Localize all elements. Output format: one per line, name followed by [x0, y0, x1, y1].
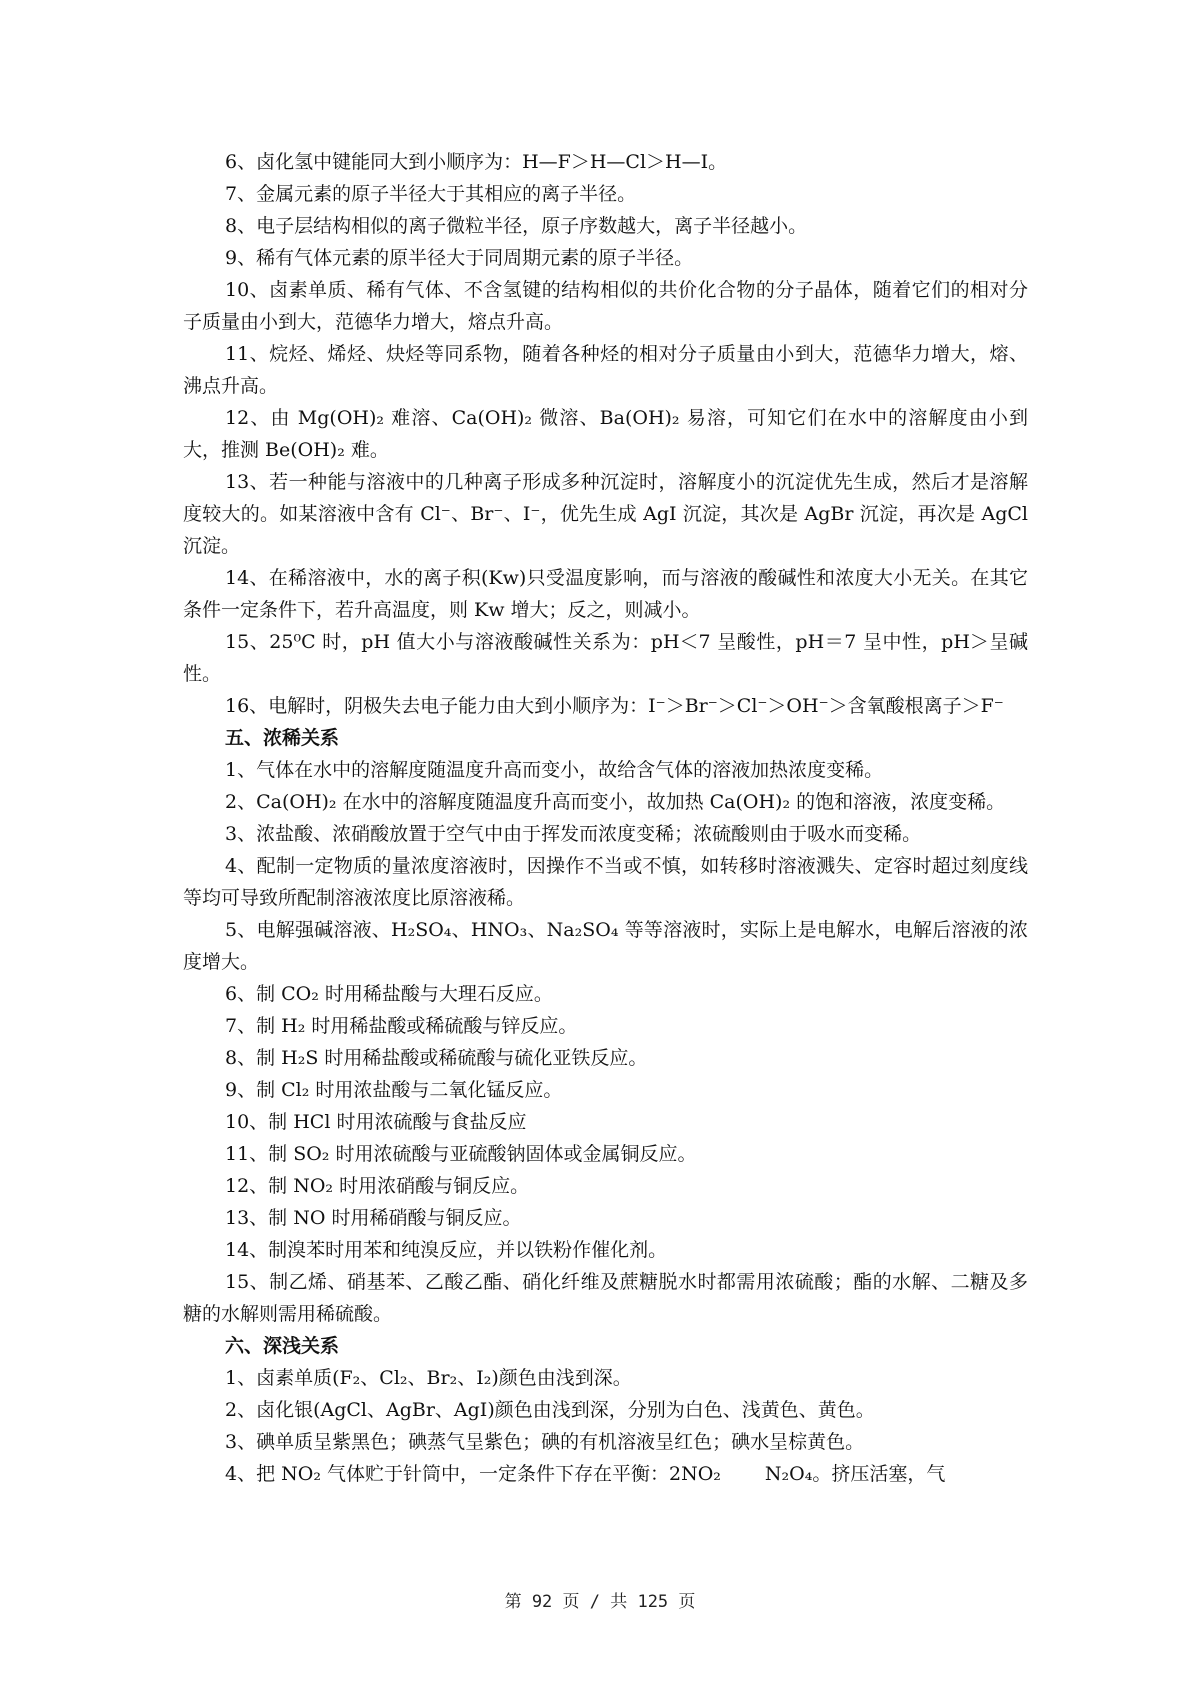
paragraph: 8、电子层结构相似的离子微粒半径，原子序数越大，离子半径越小。: [225, 215, 808, 237]
section-b: [183, 754, 1028, 1330]
paragraph: 13、若一种能与溶液中的几种离子形成多种沉淀时，溶解度小的沉淀优先生成，然后才是溶解度较大的。如某溶液中含有 Cl⁻、Br⁻、I⁻，优先生成 AgI 沉淀，其次是 AgBr 沉淀，再次是 AgCl 沉淀。: [183, 471, 1028, 557]
paragraph: 10、卤素单质、稀有气体、不含氢键的结构相似的共价化合物的分子晶体，随着它们的相对分子质量由小到大，范德华力增大，熔点升高。: [183, 279, 1028, 333]
paragraph: 4、把 NO₂ 气体贮于针筒中，一定条件下存在平衡：2NO₂ N₂O₄。挤压活塞，气: [225, 1463, 946, 1485]
paragraph: 4、配制一定物质的量浓度溶液时，因操作不当或不慎，如转移时溶液溅失、定容时超过刻度线等均可导致所配制溶液浓度比原溶液稀。: [183, 855, 1028, 909]
paragraph: 3、浓盐酸、浓硝酸放置于空气中由于挥发而浓度变稀；浓硫酸则由于吸水而变稀。: [225, 823, 922, 845]
paragraph: 14、制溴苯时用苯和纯溴反应，并以铁粉作催化剂。: [225, 1239, 668, 1261]
paragraph: 16、电解时，阴极失去电子能力由大到小顺序为：I⁻＞Br⁻＞Cl⁻＞OH⁻＞含氧酸根离子＞F⁻: [225, 695, 1004, 717]
section-a: [183, 146, 1028, 722]
paragraph: 15、制乙烯、硝基苯、乙酸乙酯、硝化纤维及蔗糖脱水时都需用浓硫酸；酯的水解、二糖及多糖的水解则需用稀硫酸。: [183, 1271, 1028, 1325]
paragraph: 9、稀有气体元素的原半径大于同周期元素的原子半径。: [225, 247, 694, 269]
paragraph: 6、制 CO₂ 时用稀盐酸与大理石反应。: [225, 983, 553, 1005]
paragraph: 14、在稀溶液中，水的离子积(Kw)只受温度影响，而与溶液的酸碱性和浓度大小无关。在其它条件一定条件下，若升高温度，则 Kw 增大；反之，则减小。: [183, 567, 1028, 621]
section-heading-concentration: 五、浓稀关系: [225, 727, 340, 749]
paragraph: 9、制 Cl₂ 时用浓盐酸与二氧化锰反应。: [225, 1079, 563, 1101]
paragraph: 5、电解强碱溶液、H₂SO₄、HNO₃、Na₂SO₄ 等等溶液时，实际上是电解水，电解后溶液的浓度增大。: [183, 919, 1028, 973]
page-footer: 第 92 页 / 共 125 页: [504, 1592, 696, 1612]
paragraph: 1、气体在水中的溶解度随温度升高而变小，故给含气体的溶液加热浓度变稀。: [225, 759, 884, 781]
paragraph: 11、制 SO₂ 时用浓硫酸与亚硫酸钠固体或金属铜反应。: [225, 1143, 697, 1165]
paragraph: 12、制 NO₂ 时用浓硝酸与铜反应。: [225, 1175, 530, 1197]
paragraph: 7、制 H₂ 时用稀盐酸或稀硫酸与锌反应。: [225, 1015, 578, 1037]
paragraph: 2、Ca(OH)₂ 在水中的溶解度随温度升高而变小，故加热 Ca(OH)₂ 的饱和溶液，浓度变稀。: [225, 791, 1006, 813]
paragraph: 1、卤素单质(F₂、Cl₂、Br₂、I₂)颜色由浅到深。: [225, 1367, 632, 1389]
paragraph: 13、制 NO 时用稀硝酸与铜反应。: [225, 1207, 522, 1229]
paragraph: 7、金属元素的原子半径大于其相应的离子半径。: [225, 183, 637, 205]
document-body: [183, 146, 1028, 1490]
section-heading-color-depth: 六、深浅关系: [225, 1335, 340, 1357]
paragraph: 2、卤化银(AgCl、AgBr、AgI)颜色由浅到深，分别为白色、浅黄色、黄色。: [225, 1399, 875, 1421]
paragraph: 15、25⁰C 时，pH 值大小与溶液酸碱性关系为：pH＜7 呈酸性，pH＝7 呈中性，pH＞呈碱性。: [183, 631, 1028, 685]
paragraph: 6、卤化氢中键能同大到小顺序为：H—F＞H—Cl＞H—I。: [225, 151, 728, 173]
paragraph: 8、制 H₂S 时用稀盐酸或稀硫酸与硫化亚铁反应。: [225, 1047, 648, 1069]
paragraph: 10、制 HCl 时用浓硫酸与食盐反应: [225, 1111, 527, 1133]
paragraph: 11、烷烃、烯烃、炔烃等同系物，随着各种烃的相对分子质量由小到大，范德华力增大，熔、沸点升高。: [183, 343, 1028, 397]
paragraph: 3、碘单质呈紫黑色；碘蒸气呈紫色；碘的有机溶液呈红色；碘水呈棕黄色。: [225, 1431, 865, 1453]
section-c: [183, 1362, 1028, 1490]
paragraph: 12、由 Mg(OH)₂ 难溶、Ca(OH)₂ 微溶、Ba(OH)₂ 易溶，可知它们在水中的溶解度由小到大，推测 Be(OH)₂ 难。: [183, 407, 1028, 461]
